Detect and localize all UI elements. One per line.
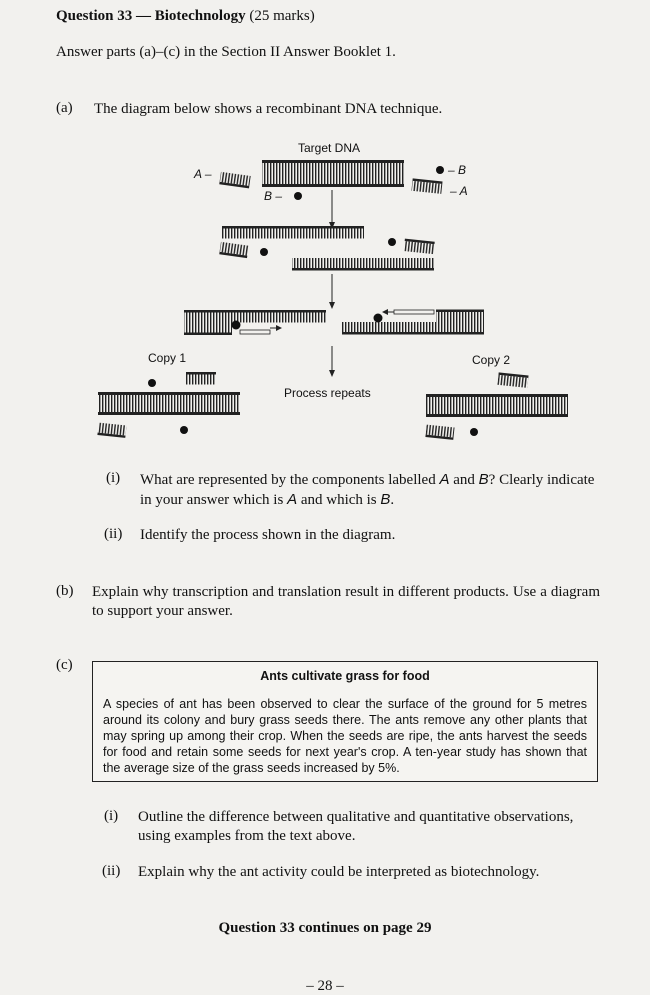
copy2-dna: [426, 394, 568, 417]
process-repeats-label: Process repeats: [284, 386, 371, 400]
copy1-primer-bottom: [97, 423, 126, 438]
label-a-left: A –: [194, 167, 212, 181]
copy2-primer-top: [497, 372, 528, 388]
nucleotide-b-left: [294, 192, 302, 200]
part-b-text: Explain why transcription and translation result in different products. Use a diagram to support your answer.: [92, 584, 600, 619]
part-c-ii-label: (ii): [102, 863, 121, 879]
copy1-label: Copy 1: [148, 351, 187, 365]
separated-strand-top: [222, 226, 364, 239]
part-a-ii-text: Identify the process shown in the diagram.: [140, 527, 396, 543]
copy1-dna: [98, 392, 240, 415]
label-b-left: B –: [264, 189, 283, 203]
part-a-i-label: (i): [106, 470, 121, 486]
extension-right: [342, 309, 484, 335]
page-number: – 28 –: [306, 978, 344, 994]
label-b-right: – B: [448, 163, 467, 177]
label-a-right: – A: [450, 184, 468, 198]
box-title: Ants cultivate grass for food: [260, 669, 430, 683]
copy2-primer-bottom: [425, 425, 454, 440]
part-c-label: (c): [56, 657, 73, 673]
target-dna-label: Target DNA: [298, 141, 361, 155]
nucleotide-b-right: [436, 166, 444, 174]
primer-right-2: [404, 239, 435, 255]
separated-strand-bottom: [292, 258, 434, 271]
part-c-ii-text: Explain why the ant activity could be interpreted as biotechnology.: [138, 864, 540, 880]
copy2-label: Copy 2: [472, 353, 511, 367]
part-a-text: The diagram below shows a recombinant DNA technique.: [94, 101, 443, 117]
part-b-label: (b): [56, 583, 74, 599]
copy1-primer-top: [186, 372, 216, 385]
extension-left: [184, 310, 326, 335]
instruction-text: Answer parts (a)–(c) in the Section II Answer Booklet 1.: [56, 44, 396, 60]
question-title-bold: Question 33 — Biotechnology: [56, 8, 246, 24]
box-body: A species of ant has been observed to clear the surface of the ground for 5 metres around its colony and bury grass seeds there. The ants remove any other plants that may spring up among their crop. When the seeds are ripe, the ants harvest the seeds for food and retain some seeds for next year's crop. A ten-year study has shown that the average size of the grass seeds increased by 5%.: [103, 697, 587, 775]
part-a-ii-label: (ii): [104, 526, 123, 542]
continues-note: Question 33 continues on page 29: [218, 920, 432, 936]
primer-left-2: [219, 242, 248, 258]
part-c-i-text: Outline the difference between qualitative and quantitative observations, using examples from the text above.: [138, 809, 574, 844]
primer-a-right: [411, 178, 442, 194]
part-a-i-text: What are represented by the components labelled A and B? Clearly indicate in your answer which is A and which is B.: [140, 471, 595, 508]
target-dna: [262, 160, 404, 187]
part-c-i-label: (i): [104, 808, 119, 824]
ants-text-box: [92, 661, 598, 782]
part-a-label: (a): [56, 100, 73, 116]
question-marks: (25 marks): [249, 8, 315, 24]
primer-a-left: [219, 172, 250, 189]
